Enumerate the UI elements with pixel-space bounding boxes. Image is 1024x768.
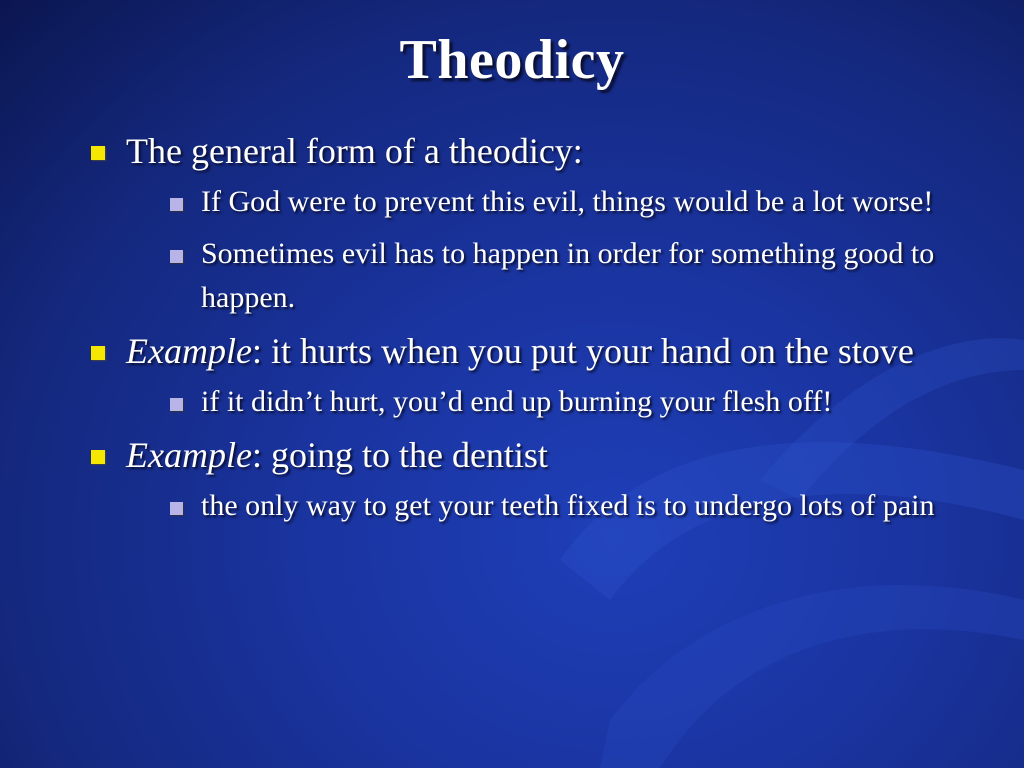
square-bullet-icon: [91, 346, 105, 360]
bullet-point-3: [88, 432, 948, 478]
bullet-point-2: [88, 328, 948, 374]
bullet-point-3-text: : going to the dentist: [251, 435, 548, 475]
sub-bullet-1-1: [170, 180, 948, 224]
bullet-point-2-text: : it hurts when you put your hand on the stove: [251, 331, 914, 371]
square-bullet-icon: [91, 146, 105, 160]
square-bullet-icon: [91, 450, 105, 464]
sub-bullet-1-2-text: Sometimes evil has to happen in order for something good to happen.: [201, 237, 935, 314]
bullet-point-2-label: Example: [126, 331, 252, 371]
bullet-point-3-label: Example: [126, 435, 252, 475]
sub-bullet-1-1-text: If God were to prevent this evil, things would be a lot worse!: [201, 185, 934, 218]
sub-bullet-3-1: [170, 484, 948, 528]
bullet-point-1: [88, 128, 948, 174]
square-bullet-icon: [170, 198, 183, 211]
slide-body: [88, 128, 948, 536]
sub-bullet-3-1-text: the only way to get your teeth fixed is to undergo lots of pain: [201, 489, 935, 522]
slide-title: Theodicy: [399, 29, 625, 91]
bullet-point-1-text: The general form of a theodicy:: [126, 131, 583, 171]
sub-bullet-2-1-text: if it didn’t hurt, you’d end up burning your flesh off!: [201, 385, 833, 418]
sub-bullet-2-1: [170, 380, 948, 424]
sub-bullet-1-2: [170, 232, 948, 320]
square-bullet-icon: [170, 502, 183, 515]
square-bullet-icon: [170, 398, 183, 411]
square-bullet-icon: [170, 250, 183, 263]
